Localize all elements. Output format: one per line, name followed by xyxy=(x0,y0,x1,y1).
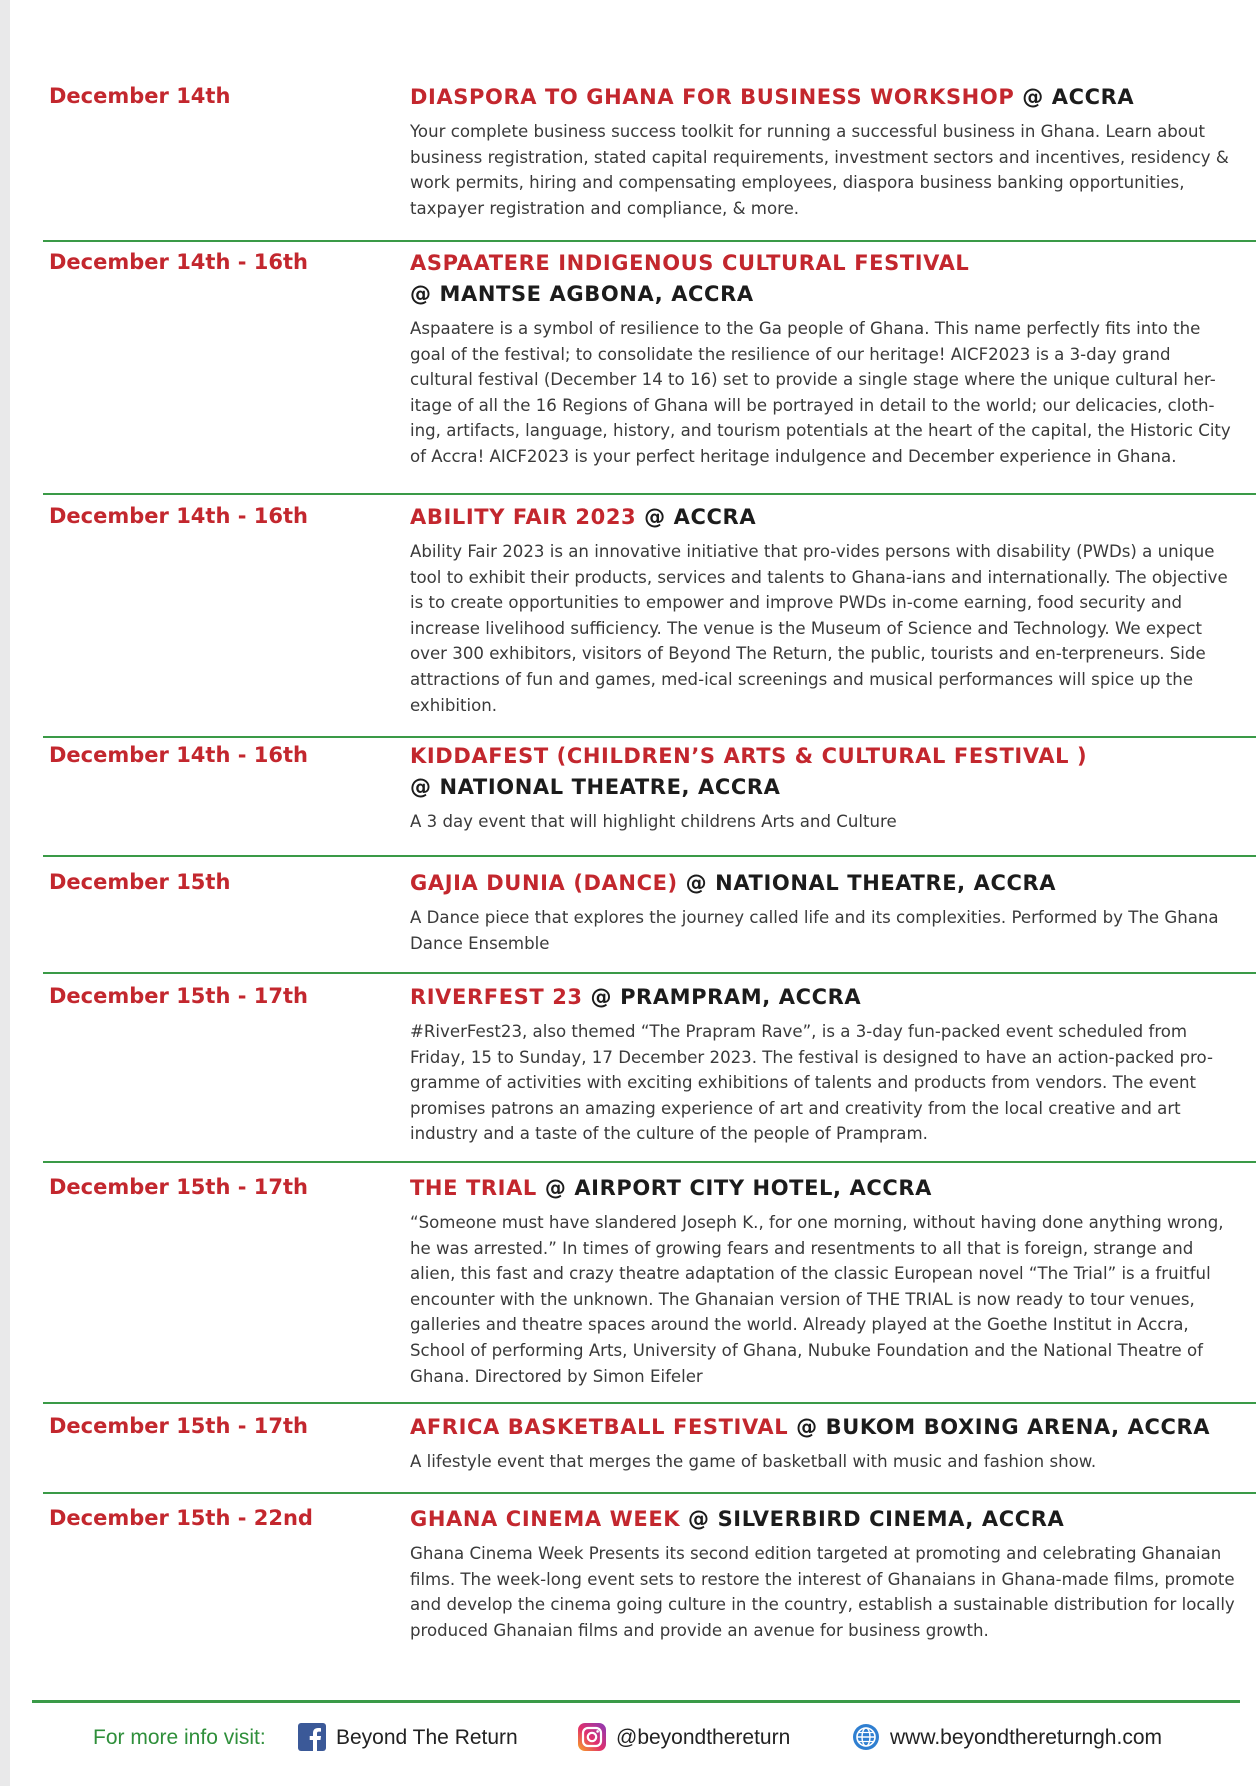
event-row xyxy=(43,82,1256,242)
event-name: KIDDAFEST (CHILDREN’S ARTS & CULTURAL FESTIVAL ) xyxy=(410,744,1088,768)
event-description: Ghana Cinema Week Presents its second edition targeted at promoting and celebrating Ghanaian films. The week-long event sets to restore the interest of Ghanaians in Ghana-made films, promote and develop the cinema going culture in the country, establish a sustainable distribution for locally produced Ghanaian films and provide an avenue for business growth. xyxy=(410,1544,1235,1640)
event-date: December 14th - 16th xyxy=(49,504,308,528)
event-content xyxy=(410,1504,1235,1643)
event-description: A 3 day event that will highlight childrens Arts and Culture xyxy=(410,812,897,831)
event-description: Aspaatere is a symbol of resilience to the Ga people of Ghana. This name perfectly fits into the goal of the festival; to consolidate the resilience of our heritage! AICF2023 is a 3-day grand cultural festival (December 14 to 16) set to provide a single stage where the unique cultural her-itage of all the 16 Regions of Ghana will be portrayed in detail to the world; our delicacies, cloth-ing, artifacts, language, history, and tourism potentials at the heart of the capital, the Historic City of Accra! AICF2023 is your perfect heritage indulgence and December experience in Ghana. xyxy=(410,319,1231,466)
event-row xyxy=(43,248,1256,495)
event-content xyxy=(410,1173,1235,1389)
event-date: December 15th - 17th xyxy=(49,1175,308,1199)
facebook-icon xyxy=(298,1723,326,1751)
event-name: ABILITY FAIR 2023 xyxy=(410,505,637,529)
event-title xyxy=(410,1412,1235,1443)
page xyxy=(10,0,1256,1786)
event-venue: @ NATIONAL THEATRE, ACCRA xyxy=(410,775,781,799)
event-name: RIVERFEST 23 xyxy=(410,985,583,1009)
event-description: A Dance piece that explores the journey called life and its complexities. Performed by The Ghana Dance Ensemble xyxy=(410,908,1219,953)
instagram-icon xyxy=(578,1723,606,1751)
event-description: Your complete business success toolkit for running a successful business in Ghana. Learn about business registration, stated capital requirements, investment sectors and incentives, residency & work permits, hiring and compensating employees, diaspora business banking opportunities, taxpayer registration and compliance, & more. xyxy=(410,122,1229,218)
event-description: “Someone must have slandered Joseph K., for one morning, without having done anything wrong, he was arrested.” In times of growing fears and resentments to all that is foreign, strange and alien, this fast and crazy theatre adaptation of the classic European novel “The Trial” is a fruitful encounter with the unknown. The Ghanaian version of THE TRIAL is now ready to tour venues, galleries and theatre spaces around the world. Already played at the Goethe Institut in Accra, School of performing Arts, University of Ghana, Nubuke Foundation and the National Theatre of Ghana. Directored by Simon Eifeler xyxy=(410,1213,1224,1386)
event-date: December 14th xyxy=(49,84,231,108)
globe-icon xyxy=(852,1723,880,1751)
event-title xyxy=(410,248,1235,279)
event-date: December 14th - 16th xyxy=(49,250,308,274)
event-title xyxy=(410,741,1235,772)
event-row xyxy=(43,502,1256,738)
instagram-label: @beyondthereturn xyxy=(616,1726,791,1749)
event-description: #RiverFest23, also themed “The Prapram Rave”, is a 3-day fun-packed event scheduled from Friday, 15 to Sunday, 17 December 2023. The festival is designed to have an action-packed pro-gramme of activities with exciting exhibitions of talents and products from vendors. The event promises patrons an amazing experience of art and creativity from the local creative and art industry and a taste of the culture of the people of Prampram. xyxy=(410,1022,1213,1144)
event-row xyxy=(43,1173,1256,1404)
facebook-label: Beyond The Return xyxy=(336,1726,518,1749)
event-title xyxy=(410,1504,1235,1535)
event-name: THE TRIAL xyxy=(410,1176,537,1200)
event-title xyxy=(410,502,1235,533)
event-date: December 14th - 16th xyxy=(49,743,308,767)
event-date: December 15th - 22nd xyxy=(49,1506,313,1530)
event-date: December 15th - 17th xyxy=(49,1414,308,1438)
event-name: DIASPORA TO GHANA FOR BUSINESS WORKSHOP xyxy=(410,85,1015,109)
instagram-link[interactable] xyxy=(578,1722,790,1754)
event-content xyxy=(410,741,1235,835)
event-title xyxy=(410,1173,1235,1204)
event-venue: @ MANTSE AGBONA, ACCRA xyxy=(410,282,754,306)
event-venue: @ ACCRA xyxy=(636,505,757,529)
website-label: www.beyondthereturngh.com xyxy=(890,1726,1162,1749)
event-title-line2 xyxy=(410,772,1235,803)
event-content xyxy=(410,248,1235,470)
facebook-link[interactable] xyxy=(298,1722,518,1754)
event-content xyxy=(410,82,1235,221)
event-venue: @ NATIONAL THEATRE, ACCRA xyxy=(677,871,1057,895)
footer-divider xyxy=(32,1700,1240,1703)
event-title xyxy=(410,982,1235,1013)
event-row xyxy=(43,868,1256,974)
event-name: AFRICA BASKETBALL FESTIVAL xyxy=(410,1415,789,1439)
event-content xyxy=(410,502,1235,718)
event-name: GHANA CINEMA WEEK xyxy=(410,1507,681,1531)
event-row xyxy=(43,982,1256,1163)
event-title-line2 xyxy=(410,279,1235,310)
event-content xyxy=(410,982,1235,1147)
event-venue: @ SILVERBIRD CINEMA, ACCRA xyxy=(680,1507,1065,1531)
event-row xyxy=(43,741,1256,857)
event-title xyxy=(410,82,1235,113)
event-title xyxy=(410,868,1235,899)
event-description: A lifestyle event that merges the game of basketball with music and fashion show. xyxy=(410,1452,1097,1471)
event-row xyxy=(43,1504,1256,1654)
event-content xyxy=(410,1412,1235,1475)
event-date: December 15th - 17th xyxy=(49,984,308,1008)
footer-label: For more info visit: xyxy=(93,1726,266,1749)
website-link[interactable] xyxy=(852,1722,1162,1754)
event-content xyxy=(410,868,1235,956)
event-row xyxy=(43,1412,1256,1494)
event-venue: @ PRAMPRAM, ACCRA xyxy=(582,985,862,1009)
event-venue: @ AIRPORT CITY HOTEL, ACCRA xyxy=(536,1176,933,1200)
event-venue: @ ACCRA xyxy=(1014,85,1135,109)
event-name: GAJIA DUNIA (DANCE) xyxy=(410,871,678,895)
footer xyxy=(10,1722,1256,1762)
event-name: ASPAATERE INDIGENOUS CULTURAL FESTIVAL xyxy=(410,251,970,275)
event-date: December 15th xyxy=(49,870,231,894)
event-description: Ability Fair 2023 is an innovative initiative that pro-vides persons with disability (PWDs) a unique tool to exhibit their products, services and talents to Ghana-ians and internationally. The objective is to create opportunities to empower and improve PWDs in-come earning, food security and increase livelihood sufficiency. The venue is the Museum of Science and Technology. We expect over 300 exhibitors, visitors of Beyond The Return, the public, tourists and en-terpreneurs. Side attractions of fun and games, med-ical screenings and musical performances will spice up the exhibition. xyxy=(410,542,1228,715)
event-venue: @ BUKOM BOXING ARENA, ACCRA xyxy=(788,1415,1211,1439)
